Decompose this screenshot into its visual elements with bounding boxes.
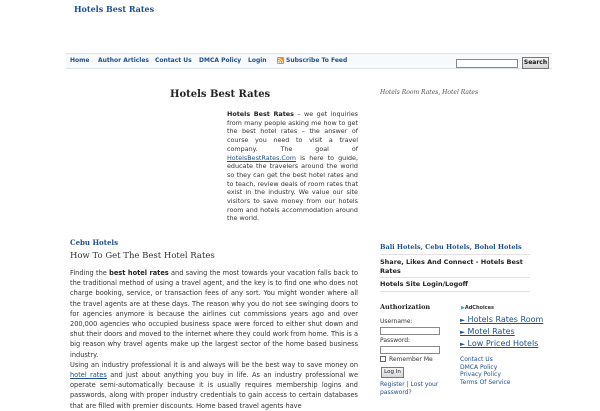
footer-links [460,356,511,386]
footer-privacy-policy[interactable]: Privacy Policy [460,371,501,379]
nav-dmca-policy[interactable]: DMCA Policy [199,57,242,64]
hotel-rates-link[interactable]: hotel rates [70,371,107,380]
ad-link-low-priced-hotels[interactable] [460,339,538,348]
adchoices-label[interactable] [461,305,494,311]
site-title[interactable]: Hotels Best Rates [74,4,155,14]
category-link[interactable]: Cebu Hotels [70,238,119,247]
divider [380,277,530,278]
ad-link-hotels-rates-room[interactable] [460,315,543,324]
divider [380,291,530,292]
remember-me-label: Remember Me [389,356,433,363]
arrow-right-icon: ► [460,340,465,348]
nav-home[interactable]: Home [70,57,90,64]
page-title: Hotels Best Rates [170,89,271,100]
arrow-right-icon: ► [460,316,465,324]
login-heading: Hotels Site Login/Logoff [380,280,468,288]
share-heading: Share, Likes And Connect - Hotels Best Rates [380,258,523,275]
post-paragraph-1 [70,268,358,360]
footer-terms-of-service[interactable]: Terms Of Service [460,378,511,386]
intro-paragraph [227,110,358,223]
arrow-right-icon: ► [460,328,465,336]
intro-text-2: is here to guide, educate the travelers around the world so they can get the best hotel rates and to teach, review deals of room rates that exist in the industry. We value our site visitors to save money from our hotels room and hotels accommodation around the world. [227,153,358,223]
sidebar-tagline: Hotels Room Rates, Hotel Rates [380,89,479,96]
adchoices-text: AdChoices [464,305,495,311]
footer-contact-us[interactable]: Contact Us [460,356,493,363]
username-label: Username: [380,318,413,325]
adchoices-icon: ▶ [461,305,465,311]
ad-link-text: Hotels Rates Room [467,315,544,324]
divider [380,254,530,255]
password-input[interactable] [380,346,440,354]
intro-site-link[interactable]: HotelsBestRates.Com [227,153,297,162]
remember-me-checkbox[interactable] [380,356,386,362]
post-title[interactable]: How To Get The Best Hotel Rates [70,251,215,261]
nav-login[interactable]: Login [248,57,267,64]
nav-subscribe-feed[interactable]: Subscribe To Feed [286,57,348,64]
ad-link-text: Low Priced Hotels [467,339,539,348]
intro-text-1: – we get inquiries from many people asking me how to get the best hotel rates – the answer of course you need to visit a travel company. The goal of [227,110,358,153]
nav-contact-us[interactable]: Contact Us [155,57,192,64]
password-label: Password: [380,337,411,344]
register-lost-password-links[interactable]: Register | Lost your password? [380,381,439,396]
post-paragraph-2 [70,360,358,411]
p1-bold-keyword: best hotel rates [109,269,169,277]
intro-lead: Hotels Best Rates [227,110,294,118]
nav-author-articles[interactable]: Author Articles [98,57,150,64]
ad-link-text: Motel Rates [467,327,515,336]
p2-text-c: and just about anything you buy in life. As an industry professional we operate semi-automatically because it is usually requires membership logins and passwords, along with proper industry credentials to gain access to certain databases that are filled with premier discounts. Home based travel agents have [70,371,358,410]
rss-feed-icon[interactable] [277,57,284,64]
ad-link-motel-rates[interactable] [460,327,515,336]
authorization-title: Authorization [380,303,431,311]
sidebar-hotel-links[interactable]: Bali Hotels, Cebu Hotels, Bohol Hotels [380,243,522,251]
p1-text-c: and saving the most towards your vacation falls back to the traditional method of using a travel agent, and the key is to find one who does not charge booking, service, or transaction fees of any sort. You might wonder where all the travel agents are at these days. The reason why you do not see swinging doors to for agencies anymore is because the airlines cut commissions years ago and over 200,000 agencies who occupied business space were forced to either shut down and shut their doors and moved to the internet where they could work from home. This is a big reason why travel agents make up the largest sector of the home based business industry. [70,269,358,359]
login-button[interactable]: Log In [381,367,404,378]
username-input[interactable] [380,327,440,335]
search-button[interactable]: Search [522,57,549,69]
p2-text-a: Using an industry professional it is and always will be the best way to save money on [70,360,358,369]
footer-dmca-policy[interactable]: DMCA Policy [460,363,498,371]
p1-text-a: Finding the [70,269,110,277]
post-body [70,268,358,411]
search-input[interactable] [456,59,518,68]
